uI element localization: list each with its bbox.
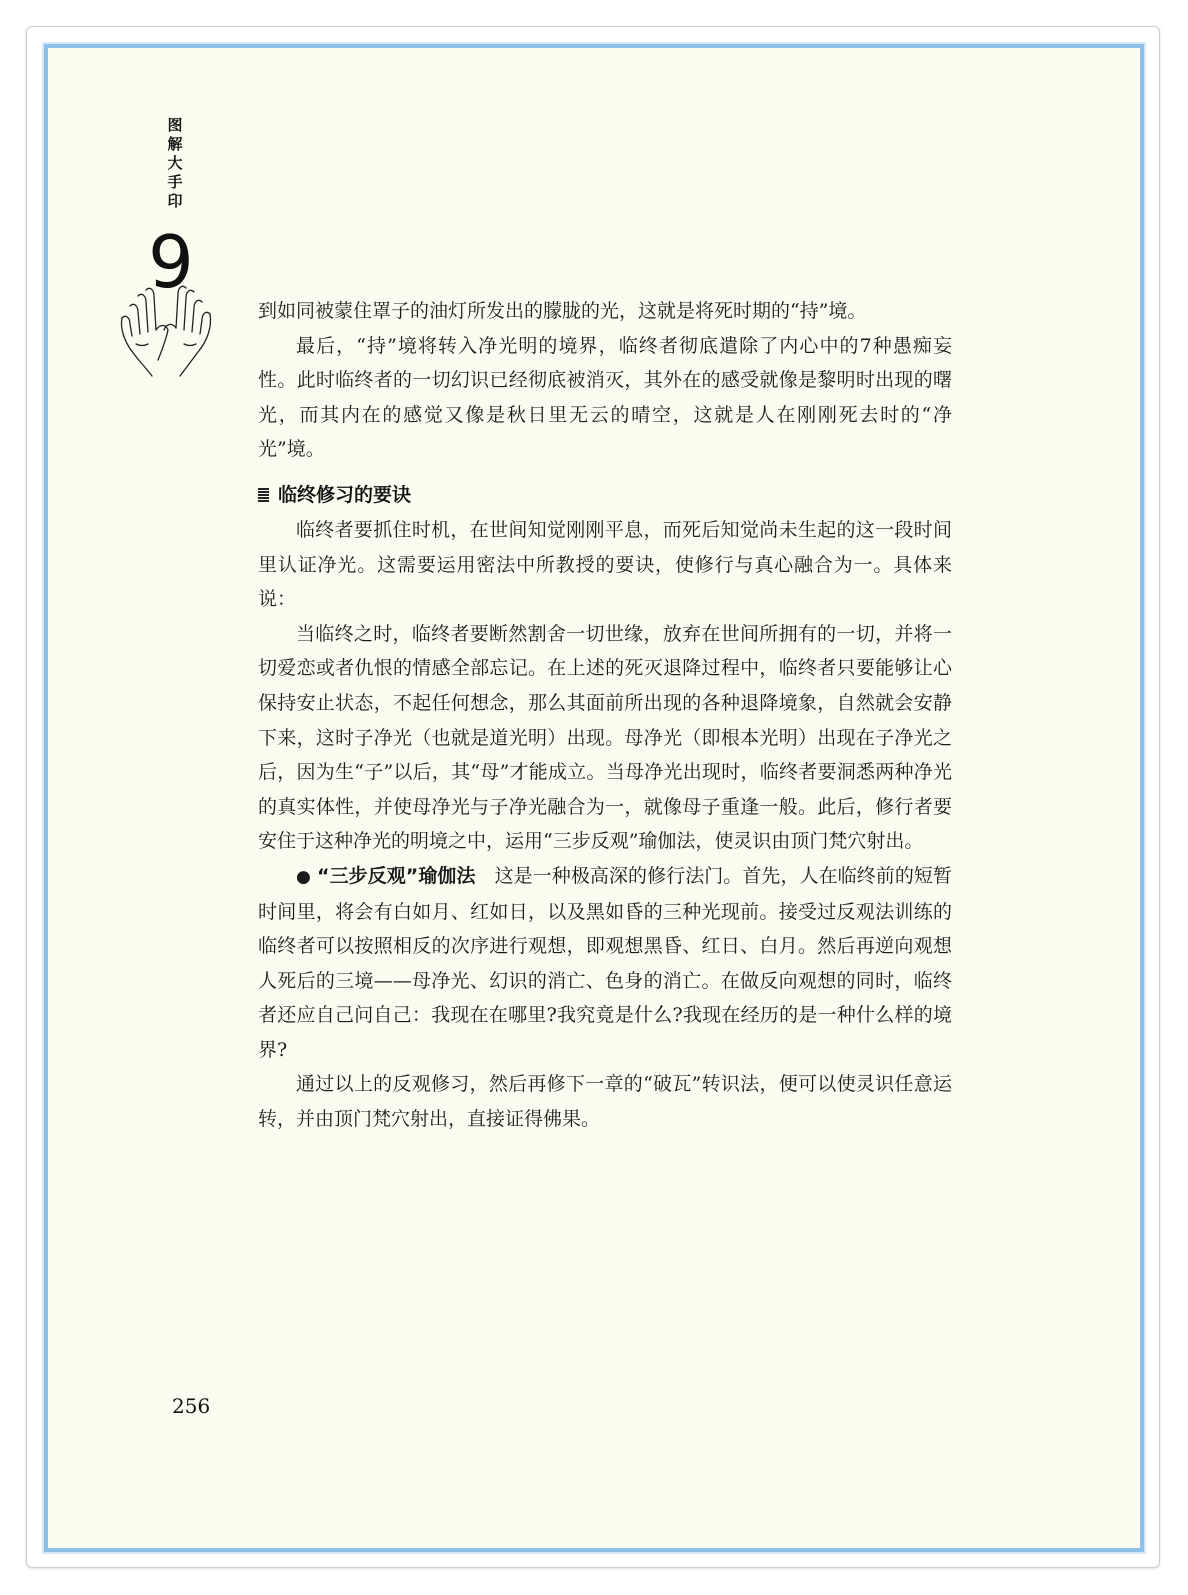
- paragraph-continued: 到如同被蒙住罩子的油灯所发出的朦胧的光，这就是将死时期的“持”境。: [258, 300, 867, 322]
- paragraph: 通过以上的反观修习，然后再修下一章的“破瓦”转识法，便可以使灵识任意运转，并由顶门梵穴射出，直接证得佛果。: [258, 1073, 952, 1131]
- heading-marker-icon: [258, 488, 269, 502]
- article-body: [258, 294, 952, 1137]
- chapter-number: 9: [148, 220, 194, 304]
- section-heading-text: 临终修习的要诀: [278, 483, 412, 506]
- page-number: 256: [172, 1394, 211, 1418]
- bullet-paragraph: [258, 859, 952, 1068]
- paragraph: 当临终之时，临终者要断然割舍一切世缘，放弃在世间所拥有的一切，并将一切爱恋或者仇恨的情感全部忘记。在上述的死灭退降过程中，临终者只要能够让心保持安止状态，不起任何想念，那么其面前所出现的各种退降境象，自然就会安静下来，这时子净光（也就是道光明）出现。母净光（即根本光明）出现在子净光之后，因为生“子”以后，其“母”才能成立。当母净光出现时，临终者要洞悉两种净光的真实体性，并使母净光与子净光融合为一，就像母子重逢一般。此后，修行者要安住于这种净光的明境之中，运用“三步反观”瑜伽法，使灵识由顶门梵穴射出。: [258, 622, 952, 853]
- running-title: 图解大手印: [167, 116, 183, 210]
- section-heading: [258, 477, 952, 513]
- hands-icon: [112, 284, 220, 380]
- bullet-icon: ●: [296, 866, 311, 887]
- bullet-term: “三步反观”瑜伽法: [317, 864, 476, 887]
- paragraph: 临终者要抓住时机，在世间知觉刚刚平息，而死后知觉尚未生起的这一段时间里认证净光。这需要运用密法中所教授的要诀，使修行与真心融合为一。具体来说：: [258, 518, 952, 611]
- bullet-text: 这是一种极高深的修行法门。首先，人在临终前的短暂时间里，将会有白如月、红如日，以及黑如昏的三种光现前。接受过反观法训练的临终者可以按照相反的次序进行观想，即观想黑昏、红日、白月。然后再逆向观想人死后的三境——母净光、幻识的消亡、色身的消亡。在做反向观想的同时，临终者还应自己问自己：我现在在哪里?我究竟是什么?我现在经历的是一种什么样的境界?: [258, 864, 952, 1061]
- paragraph: 最后，“持”境将转入净光明的境界，临终者彻底遣除了内心中的7种愚痴妄性。此时临终者的一切幻识已经彻底被消灭，其外在的感受就像是黎明时出现的曙光，而其内在的感觉又像是秋日里无云的晴空，这就是人在刚刚死去时的“净光”境。: [258, 334, 952, 461]
